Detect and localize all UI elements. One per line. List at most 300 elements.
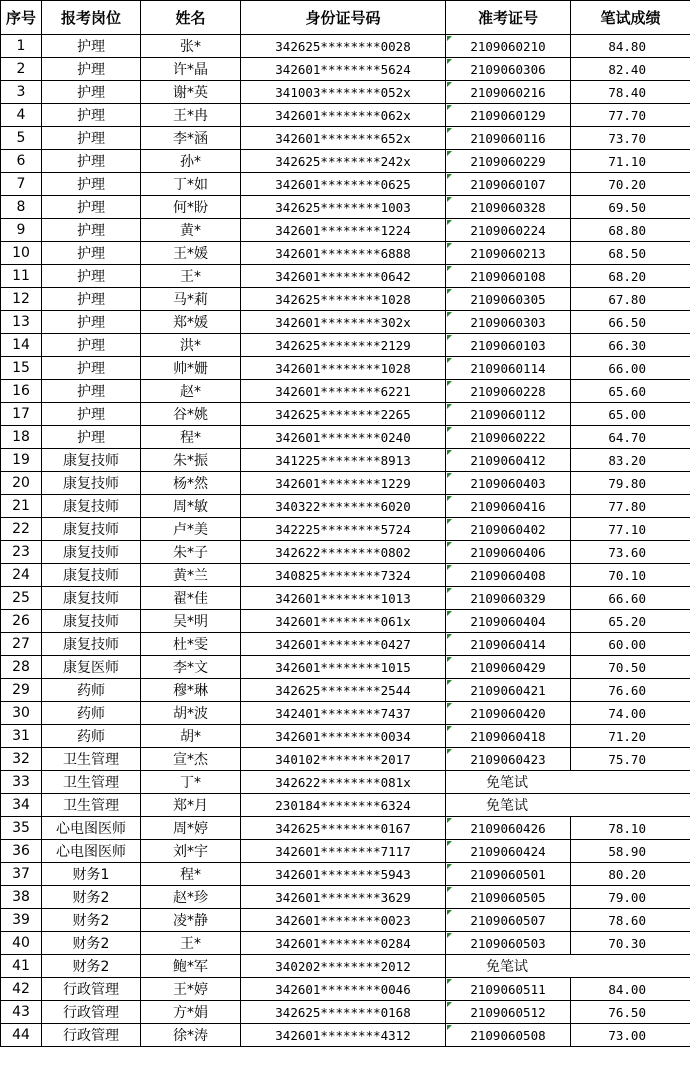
cell-ticket: 2109060116 — [446, 127, 571, 150]
cell-seq: 18 — [1, 426, 42, 449]
cell-name: 程* — [141, 426, 241, 449]
cell-score: 73.00 — [571, 1024, 690, 1047]
cell-name: 胡* — [141, 725, 241, 748]
cell-name: 谢*英 — [141, 81, 241, 104]
cell-id-number: 342601********0034 — [241, 725, 446, 748]
cell-seq: 19 — [1, 449, 42, 472]
cell-name: 王*婷 — [141, 978, 241, 1001]
cell-name: 鲍*军 — [141, 955, 241, 978]
cell-seq: 24 — [1, 564, 42, 587]
cell-post: 康复技师 — [42, 587, 141, 610]
table-row — [1, 35, 690, 58]
table-row — [1, 265, 690, 288]
cell-ticket: 2109060503 — [446, 932, 571, 955]
cell-post: 财务2 — [42, 932, 141, 955]
cell-score: 70.30 — [571, 932, 690, 955]
cell-score: 66.30 — [571, 334, 690, 357]
cell-name: 周*敏 — [141, 495, 241, 518]
cell-post: 行政管理 — [42, 1024, 141, 1047]
cell-name: 马*莉 — [141, 288, 241, 311]
cell-id-number: 342625********242x — [241, 150, 446, 173]
cell-score: 75.70 — [571, 748, 690, 771]
cell-id-number: 342601********3629 — [241, 886, 446, 909]
cell-post: 药师 — [42, 679, 141, 702]
cell-ticket: 2109060213 — [446, 242, 571, 265]
cell-score: 82.40 — [571, 58, 690, 81]
cell-ticket: 2109060306 — [446, 58, 571, 81]
cell-id-number: 342625********1003 — [241, 196, 446, 219]
cell-post: 卫生管理 — [42, 794, 141, 817]
cell-name: 谷*姚 — [141, 403, 241, 426]
cell-seq: 25 — [1, 587, 42, 610]
table-row — [1, 955, 690, 978]
cell-name: 朱*子 — [141, 541, 241, 564]
cell-post: 护理 — [42, 265, 141, 288]
cell-score: 77.70 — [571, 104, 690, 127]
cell-ticket: 2109060404 — [446, 610, 571, 633]
cell-ticket: 2109060429 — [446, 656, 571, 679]
cell-score: 60.00 — [571, 633, 690, 656]
cell-post: 护理 — [42, 426, 141, 449]
cell-seq: 21 — [1, 495, 42, 518]
cell-post: 护理 — [42, 81, 141, 104]
cell-id-number: 342601********0046 — [241, 978, 446, 1001]
cell-exempt: 免笔试 — [446, 794, 690, 817]
cell-post: 康复技师 — [42, 610, 141, 633]
cell-name: 程* — [141, 863, 241, 886]
cell-ticket: 2109060112 — [446, 403, 571, 426]
cell-name: 王* — [141, 932, 241, 955]
cell-seq: 31 — [1, 725, 42, 748]
cell-ticket: 2109060328 — [446, 196, 571, 219]
cell-ticket: 2109060224 — [446, 219, 571, 242]
cell-score: 68.50 — [571, 242, 690, 265]
table-row — [1, 357, 690, 380]
cell-name: 王*媛 — [141, 242, 241, 265]
cell-ticket: 2109060512 — [446, 1001, 571, 1024]
cell-score: 71.20 — [571, 725, 690, 748]
cell-name: 黄*兰 — [141, 564, 241, 587]
cell-name: 李*文 — [141, 656, 241, 679]
cell-id-number: 342601********0625 — [241, 173, 446, 196]
header-id-number: 身份证号码 — [241, 1, 446, 35]
cell-post: 护理 — [42, 311, 141, 334]
cell-ticket: 2109060103 — [446, 334, 571, 357]
cell-id-number: 342601********6221 — [241, 380, 446, 403]
cell-ticket: 2109060507 — [446, 909, 571, 932]
cell-id-number: 342625********2544 — [241, 679, 446, 702]
cell-exempt: 免笔试 — [446, 955, 690, 978]
cell-post: 护理 — [42, 127, 141, 150]
cell-score: 77.80 — [571, 495, 690, 518]
table-row — [1, 702, 690, 725]
cell-score: 66.50 — [571, 311, 690, 334]
cell-seq: 1 — [1, 35, 42, 58]
cell-score: 78.40 — [571, 81, 690, 104]
cell-seq: 42 — [1, 978, 42, 1001]
cell-exempt: 免笔试 — [446, 771, 690, 794]
cell-ticket: 2109060412 — [446, 449, 571, 472]
cell-seq: 20 — [1, 472, 42, 495]
cell-id-number: 342625********0167 — [241, 817, 446, 840]
cell-id-number: 342601********1015 — [241, 656, 446, 679]
cell-post: 康复技师 — [42, 495, 141, 518]
cell-score: 66.00 — [571, 357, 690, 380]
cell-ticket: 2109060424 — [446, 840, 571, 863]
cell-seq: 5 — [1, 127, 42, 150]
cell-seq: 28 — [1, 656, 42, 679]
cell-score: 69.50 — [571, 196, 690, 219]
cell-seq: 11 — [1, 265, 42, 288]
cell-ticket: 2109060403 — [446, 472, 571, 495]
cell-ticket: 2109060108 — [446, 265, 571, 288]
cell-name: 张* — [141, 35, 241, 58]
cell-seq: 30 — [1, 702, 42, 725]
cell-id-number: 341003********052x — [241, 81, 446, 104]
cell-name: 翟*佳 — [141, 587, 241, 610]
header-row — [1, 1, 690, 35]
cell-seq: 35 — [1, 817, 42, 840]
cell-name: 黄* — [141, 219, 241, 242]
table-row — [1, 656, 690, 679]
table-row — [1, 495, 690, 518]
cell-name: 王*冉 — [141, 104, 241, 127]
cell-id-number: 342625********0168 — [241, 1001, 446, 1024]
cell-ticket: 2109060416 — [446, 495, 571, 518]
cell-id-number: 230184********6324 — [241, 794, 446, 817]
cell-seq: 3 — [1, 81, 42, 104]
cell-ticket: 2109060505 — [446, 886, 571, 909]
cell-post: 护理 — [42, 288, 141, 311]
table-row — [1, 104, 690, 127]
cell-name: 穆*琳 — [141, 679, 241, 702]
cell-seq: 17 — [1, 403, 42, 426]
table-row — [1, 978, 690, 1001]
cell-post: 护理 — [42, 196, 141, 219]
cell-post: 药师 — [42, 702, 141, 725]
cell-name: 朱*振 — [141, 449, 241, 472]
cell-id-number: 342601********4312 — [241, 1024, 446, 1047]
cell-id-number: 342601********1224 — [241, 219, 446, 242]
cell-seq: 9 — [1, 219, 42, 242]
cell-id-number: 342601********652x — [241, 127, 446, 150]
cell-seq: 38 — [1, 886, 42, 909]
cell-name: 刘*宇 — [141, 840, 241, 863]
cell-seq: 34 — [1, 794, 42, 817]
cell-score: 70.50 — [571, 656, 690, 679]
header-score: 笔试成绩 — [571, 1, 690, 35]
cell-post: 行政管理 — [42, 978, 141, 1001]
table-row — [1, 863, 690, 886]
table-row — [1, 1024, 690, 1047]
table-row — [1, 472, 690, 495]
header-name: 姓名 — [141, 1, 241, 35]
cell-ticket: 2109060406 — [446, 541, 571, 564]
cell-post: 护理 — [42, 58, 141, 81]
cell-id-number: 340202********2012 — [241, 955, 446, 978]
cell-post: 行政管理 — [42, 1001, 141, 1024]
cell-score: 70.20 — [571, 173, 690, 196]
table-row — [1, 610, 690, 633]
cell-name: 丁* — [141, 771, 241, 794]
table-row — [1, 334, 690, 357]
cell-ticket: 2109060329 — [446, 587, 571, 610]
cell-name: 郑*媛 — [141, 311, 241, 334]
cell-ticket: 2109060229 — [446, 150, 571, 173]
cell-post: 康复技师 — [42, 449, 141, 472]
table-row — [1, 150, 690, 173]
cell-name: 吴*明 — [141, 610, 241, 633]
cell-post: 护理 — [42, 173, 141, 196]
cell-post: 康复技师 — [42, 564, 141, 587]
table-row — [1, 587, 690, 610]
cell-name: 王* — [141, 265, 241, 288]
cell-id-number: 342625********1028 — [241, 288, 446, 311]
cell-post: 护理 — [42, 334, 141, 357]
cell-name: 宣*杰 — [141, 748, 241, 771]
cell-ticket: 2109060305 — [446, 288, 571, 311]
cell-seq: 4 — [1, 104, 42, 127]
table-row — [1, 288, 690, 311]
table-row — [1, 794, 690, 817]
table-row — [1, 173, 690, 196]
cell-post: 财务1 — [42, 863, 141, 886]
cell-post: 护理 — [42, 357, 141, 380]
cell-name: 丁*如 — [141, 173, 241, 196]
cell-post: 药师 — [42, 725, 141, 748]
cell-score: 68.80 — [571, 219, 690, 242]
cell-post: 护理 — [42, 380, 141, 403]
cell-post: 卫生管理 — [42, 771, 141, 794]
cell-id-number: 341225********8913 — [241, 449, 446, 472]
cell-score: 68.20 — [571, 265, 690, 288]
cell-name: 卢*美 — [141, 518, 241, 541]
cell-score: 78.60 — [571, 909, 690, 932]
cell-name: 方*娟 — [141, 1001, 241, 1024]
cell-name: 赵*珍 — [141, 886, 241, 909]
cell-ticket: 2109060228 — [446, 380, 571, 403]
cell-name: 许*晶 — [141, 58, 241, 81]
cell-ticket: 2109060216 — [446, 81, 571, 104]
cell-ticket: 2109060402 — [446, 518, 571, 541]
table-row — [1, 886, 690, 909]
cell-id-number: 340322********6020 — [241, 495, 446, 518]
cell-seq: 29 — [1, 679, 42, 702]
cell-score: 71.10 — [571, 150, 690, 173]
cell-seq: 22 — [1, 518, 42, 541]
table-row — [1, 932, 690, 955]
cell-name: 杜*雯 — [141, 633, 241, 656]
table-row — [1, 449, 690, 472]
cell-post: 护理 — [42, 403, 141, 426]
cell-seq: 44 — [1, 1024, 42, 1047]
header-ticket: 准考证号 — [446, 1, 571, 35]
cell-post: 康复技师 — [42, 633, 141, 656]
cell-id-number: 342625********2129 — [241, 334, 446, 357]
cell-seq: 15 — [1, 357, 42, 380]
cell-ticket: 2109060414 — [446, 633, 571, 656]
cell-seq: 39 — [1, 909, 42, 932]
cell-name: 徐*涛 — [141, 1024, 241, 1047]
cell-id-number: 342601********0427 — [241, 633, 446, 656]
cell-score: 65.60 — [571, 380, 690, 403]
cell-post: 财务2 — [42, 886, 141, 909]
cell-seq: 8 — [1, 196, 42, 219]
cell-seq: 43 — [1, 1001, 42, 1024]
cell-ticket: 2109060426 — [446, 817, 571, 840]
cell-ticket: 2109060511 — [446, 978, 571, 1001]
cell-seq: 16 — [1, 380, 42, 403]
cell-ticket: 2109060114 — [446, 357, 571, 380]
cell-seq: 13 — [1, 311, 42, 334]
cell-post: 护理 — [42, 35, 141, 58]
table-row — [1, 81, 690, 104]
table-row — [1, 541, 690, 564]
cell-id-number: 342225********5724 — [241, 518, 446, 541]
cell-seq: 10 — [1, 242, 42, 265]
table-row — [1, 196, 690, 219]
table-row — [1, 426, 690, 449]
cell-post: 护理 — [42, 242, 141, 265]
cell-score: 80.20 — [571, 863, 690, 886]
cell-post: 财务2 — [42, 909, 141, 932]
table-row — [1, 633, 690, 656]
cell-seq: 23 — [1, 541, 42, 564]
table-row — [1, 679, 690, 702]
cell-score: 78.10 — [571, 817, 690, 840]
table-body — [1, 35, 690, 1047]
cell-id-number: 342601********5624 — [241, 58, 446, 81]
cell-name: 何*盼 — [141, 196, 241, 219]
cell-ticket: 2109060222 — [446, 426, 571, 449]
cell-post: 心电图医师 — [42, 840, 141, 863]
cell-id-number: 342601********0284 — [241, 932, 446, 955]
cell-id-number: 342622********081x — [241, 771, 446, 794]
cell-score: 58.90 — [571, 840, 690, 863]
cell-id-number: 342625********2265 — [241, 403, 446, 426]
cell-score: 65.00 — [571, 403, 690, 426]
table-row — [1, 909, 690, 932]
cell-seq: 32 — [1, 748, 42, 771]
cell-name: 郑*月 — [141, 794, 241, 817]
cell-name: 杨*然 — [141, 472, 241, 495]
cell-name: 凌*静 — [141, 909, 241, 932]
cell-id-number: 342601********302x — [241, 311, 446, 334]
cell-name: 孙* — [141, 150, 241, 173]
cell-post: 心电图医师 — [42, 817, 141, 840]
cell-seq: 6 — [1, 150, 42, 173]
cell-id-number: 340102********2017 — [241, 748, 446, 771]
cell-post: 护理 — [42, 104, 141, 127]
cell-seq: 40 — [1, 932, 42, 955]
cell-seq: 26 — [1, 610, 42, 633]
cell-score: 84.00 — [571, 978, 690, 1001]
table-row — [1, 403, 690, 426]
cell-post: 卫生管理 — [42, 748, 141, 771]
cell-score: 83.20 — [571, 449, 690, 472]
cell-id-number: 342401********7437 — [241, 702, 446, 725]
cell-id-number: 342601********6888 — [241, 242, 446, 265]
cell-score: 64.70 — [571, 426, 690, 449]
cell-id-number: 342601********0240 — [241, 426, 446, 449]
cell-score: 65.20 — [571, 610, 690, 633]
table-row — [1, 518, 690, 541]
cell-ticket: 2109060420 — [446, 702, 571, 725]
cell-name: 赵* — [141, 380, 241, 403]
cell-score: 70.10 — [571, 564, 690, 587]
cell-post: 康复技师 — [42, 472, 141, 495]
cell-seq: 14 — [1, 334, 42, 357]
cell-id-number: 342601********1229 — [241, 472, 446, 495]
cell-score: 67.80 — [571, 288, 690, 311]
table-row — [1, 58, 690, 81]
cell-id-number: 342625********0028 — [241, 35, 446, 58]
table-row — [1, 748, 690, 771]
cell-name: 胡*波 — [141, 702, 241, 725]
table-row — [1, 817, 690, 840]
cell-post: 康复技师 — [42, 518, 141, 541]
cell-ticket: 2109060107 — [446, 173, 571, 196]
cell-seq: 7 — [1, 173, 42, 196]
cell-id-number: 342601********061x — [241, 610, 446, 633]
table-row — [1, 311, 690, 334]
cell-id-number: 342601********1013 — [241, 587, 446, 610]
cell-id-number: 340825********7324 — [241, 564, 446, 587]
table-row — [1, 127, 690, 150]
cell-ticket: 2109060418 — [446, 725, 571, 748]
table-row — [1, 242, 690, 265]
cell-score: 73.70 — [571, 127, 690, 150]
cell-score: 84.80 — [571, 35, 690, 58]
cell-score: 76.60 — [571, 679, 690, 702]
cell-name: 帅*姗 — [141, 357, 241, 380]
cell-post: 康复医师 — [42, 656, 141, 679]
cell-id-number: 342601********7117 — [241, 840, 446, 863]
cell-ticket: 2109060421 — [446, 679, 571, 702]
cell-ticket: 2109060210 — [446, 35, 571, 58]
cell-id-number: 342601********0023 — [241, 909, 446, 932]
cell-seq: 33 — [1, 771, 42, 794]
cell-seq: 27 — [1, 633, 42, 656]
table-row — [1, 1001, 690, 1024]
cell-seq: 36 — [1, 840, 42, 863]
cell-name: 李*涵 — [141, 127, 241, 150]
cell-id-number: 342622********0802 — [241, 541, 446, 564]
cell-id-number: 342601********5943 — [241, 863, 446, 886]
cell-ticket: 2109060423 — [446, 748, 571, 771]
cell-ticket: 2109060303 — [446, 311, 571, 334]
cell-score: 77.10 — [571, 518, 690, 541]
header-seq: 序号 — [1, 1, 42, 35]
cell-ticket: 2109060508 — [446, 1024, 571, 1047]
cell-name: 洪* — [141, 334, 241, 357]
cell-seq: 2 — [1, 58, 42, 81]
table-row — [1, 219, 690, 242]
cell-score: 74.00 — [571, 702, 690, 725]
cell-id-number: 342601********062x — [241, 104, 446, 127]
cell-post: 康复技师 — [42, 541, 141, 564]
cell-name: 周*婷 — [141, 817, 241, 840]
cell-score: 66.60 — [571, 587, 690, 610]
table-row — [1, 725, 690, 748]
table-row — [1, 380, 690, 403]
table-row — [1, 564, 690, 587]
cell-id-number: 342601********0642 — [241, 265, 446, 288]
cell-seq: 41 — [1, 955, 42, 978]
cell-ticket: 2109060129 — [446, 104, 571, 127]
cell-score: 79.80 — [571, 472, 690, 495]
cell-score: 73.60 — [571, 541, 690, 564]
